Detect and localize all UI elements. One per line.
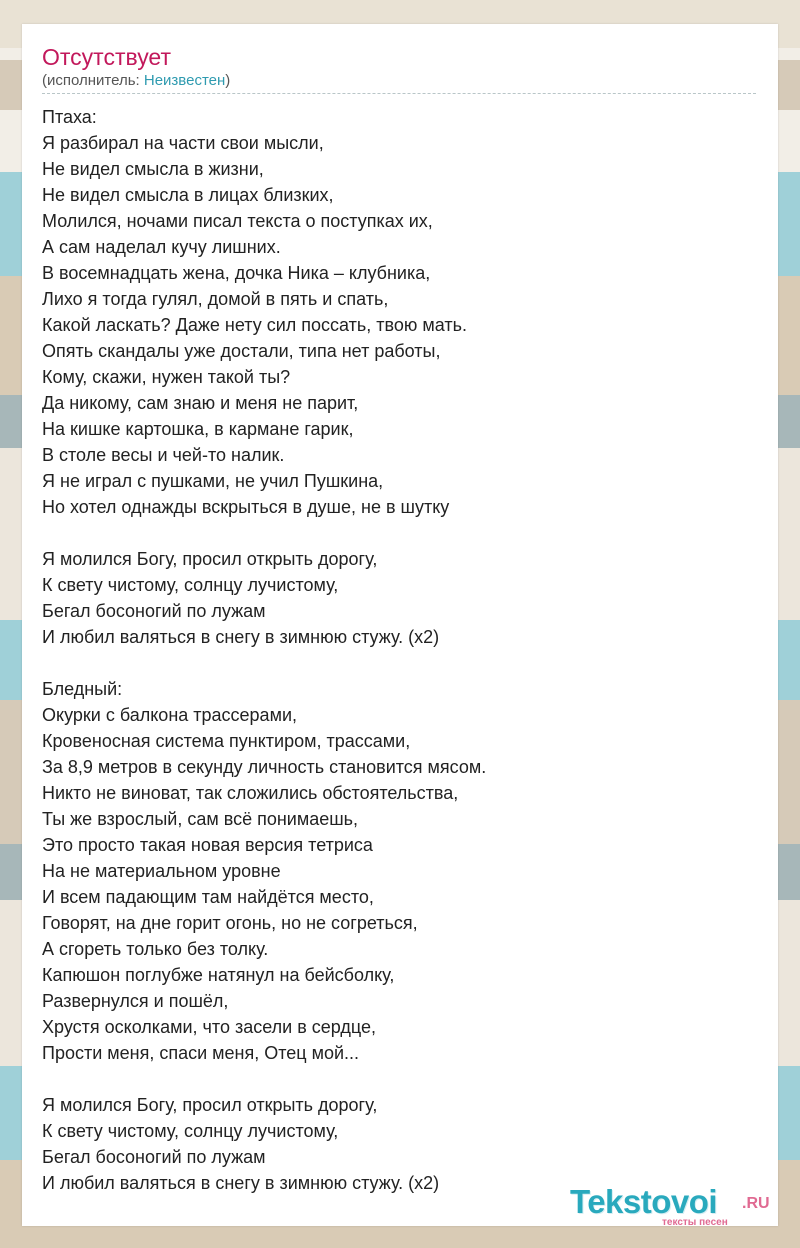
artist-link[interactable]: Неизвестен <box>143 72 226 89</box>
lyric-line: И любил валяться в снегу в зимнюю стужу. (x2) <box>42 1173 440 1193</box>
artist-line <box>42 72 230 89</box>
lyric-line: Но хотел однажды вскрыться в душе, не в шутку <box>42 497 450 517</box>
logo-tagline: тексты песен <box>662 1217 728 1228</box>
lyric-line: Не видел смысла в жизни, <box>42 159 264 179</box>
lyric-line: Прости меня, спаси меня, Отец мой... <box>42 1043 360 1063</box>
lyric-line: Не видел смысла в лицах близких, <box>42 185 334 205</box>
lyric-line: Кровеносная система пунктиром, трассами, <box>42 731 411 751</box>
lyric-line: Бегал босоногий по лужам <box>42 601 266 621</box>
stanza-gap <box>42 1066 762 1092</box>
lyric-line: А сгореть только без толку. <box>42 939 269 959</box>
lyric-line: Это просто такая новая версия тетриса <box>42 835 373 855</box>
logo-tld: .RU <box>742 1195 770 1212</box>
lyric-line: Кому, скажи, нужен такой ты? <box>42 367 291 387</box>
lyric-line: И любил валяться в снегу в зимнюю стужу. (x2) <box>42 627 440 647</box>
lyric-line: Бегал босоногий по лужам <box>42 1147 266 1167</box>
artist-prefix: (исполнитель: <box>42 72 144 89</box>
lyric-line: Бледный: <box>42 679 123 699</box>
lyric-line: Лихо я тогда гулял, домой в пять и спать, <box>42 289 389 309</box>
lyric-line: На кишке картошка, в кармане гарик, <box>42 419 354 439</box>
lyric-line: В столе весы и чей-то налик. <box>42 445 285 465</box>
lyrics-text <box>42 104 762 1196</box>
lyric-line: Опять скандалы уже достали, типа нет работы, <box>42 341 441 361</box>
stanza-gap <box>42 650 762 676</box>
site-logo[interactable] <box>570 1183 775 1227</box>
lyric-line: К свету чистому, солнцу лучистому, <box>42 575 339 595</box>
logo-wordmark: Tekstovoi <box>570 1183 718 1220</box>
lyric-line: И всем падающим там найдётся место, <box>42 887 374 907</box>
lyric-line: Говорят, на дне горит огонь, но не согреться, <box>42 913 418 933</box>
lyric-line: Ты же взрослый, сам всё понимаешь, <box>42 809 359 829</box>
stanza-gap <box>42 520 762 546</box>
lyric-line: Молился, ночами писал текста о поступках их, <box>42 211 433 231</box>
lyric-line: Я молился Богу, просил открыть дорогу, <box>42 1095 378 1115</box>
lyric-line: Какой ласкать? Даже нету сил поссать, твою мать. <box>42 315 468 335</box>
lyric-line: Я молился Богу, просил открыть дорогу, <box>42 549 378 569</box>
lyric-line: Окурки с балкона трассерами, <box>42 705 297 725</box>
title-divider <box>42 93 756 94</box>
lyric-line: Капюшон поглубже натянул на бейсболку, <box>42 965 395 985</box>
lyric-line: Да никому, сам знаю и меня не парит, <box>42 393 359 413</box>
lyric-line: Птаха: <box>42 107 97 127</box>
lyric-line: Хрустя осколками, что засели в сердце, <box>42 1017 376 1037</box>
song-title: Отсутствует <box>42 44 171 70</box>
lyric-line: За 8,9 метров в секунду личность становится мясом. <box>42 757 487 777</box>
lyric-line: В восемнадцать жена, дочка Ника – клубника, <box>42 263 431 283</box>
lyric-line: А сам наделал кучу лишних. <box>42 237 281 257</box>
lyric-line: Я разбирал на части свои мысли, <box>42 133 324 153</box>
lyric-line: На не материальном уровне <box>42 861 281 881</box>
lyrics-card <box>22 24 778 1226</box>
lyric-line: К свету чистому, солнцу лучистому, <box>42 1121 339 1141</box>
artist-suffix: ) <box>225 72 231 89</box>
lyric-line: Никто не виноват, так сложились обстоятельства, <box>42 783 459 803</box>
lyric-line: Я не играл с пушками, не учил Пушкина, <box>42 471 384 491</box>
lyric-line: Развернулся и пошёл, <box>42 991 229 1011</box>
